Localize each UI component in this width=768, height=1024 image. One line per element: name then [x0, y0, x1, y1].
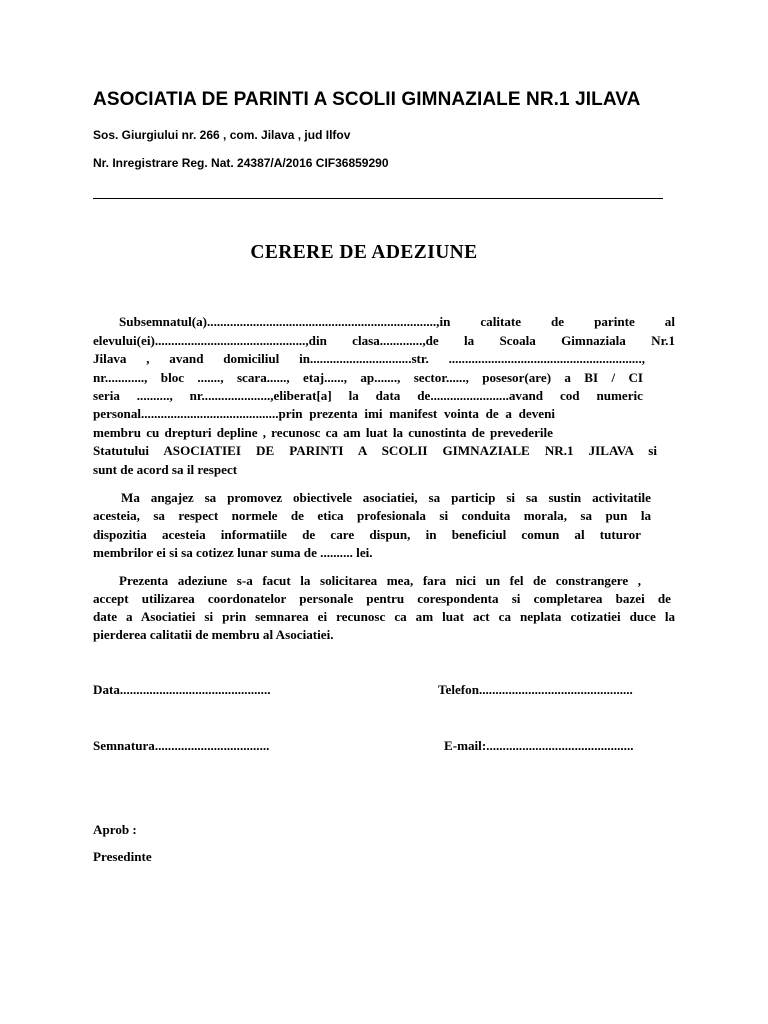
paragraph-line: membru cu drepturi depline , recunosc ca am luat la cunostinta de prevederile	[93, 425, 553, 440]
paragraph-line: seria .........., nr.....................,eliberat[a] la data de........................avand cod numeric	[93, 388, 643, 403]
document-title: CERERE DE ADEZIUNE	[250, 242, 478, 263]
email-field[interactable]: E-mail:.............................................	[444, 738, 634, 753]
signature-field[interactable]: Semnatura...................................	[93, 738, 270, 753]
president-label: Presedinte	[93, 849, 152, 864]
header-divider	[93, 198, 663, 199]
association-name: ASOCIATIA DE PARINTI A SCOLII GIMNAZIALE NR.1 JILAVA	[93, 89, 641, 110]
association-address: Sos. Giurgiului nr. 266 , com. Jilava , jud Ilfov	[93, 128, 351, 142]
paragraph-line: pierderea calitatii de membru al Asociatiei.	[93, 627, 334, 642]
paragraph-line: Prezenta adeziune s-a facut la solicitarea mea, fara nici un fel de constrangere ,	[119, 573, 641, 588]
approval-label: Aprob :	[93, 822, 137, 837]
paragraph-line: date a Asociatiei si prin semnarea ei recunosc ca am luat act ca neplata cotizatiei duce la	[93, 609, 675, 624]
paragraph-line: personal..........................................prin prezenta imi manifest vointa de a deveni	[93, 406, 555, 421]
paragraph-line: Ma angajez sa promovez obiectivele asociatiei, sa particip si sa sustin activitatile	[121, 490, 651, 505]
paragraph-line: Statutului ASOCIATIEI DE PARINTI A SCOLII GIMNAZIALE NR.1 JILAVA si	[93, 443, 657, 458]
paragraph-line: elevului(ei)..............................................,din clasa.............,de la Scoala Gimnaziala Nr.1	[93, 333, 675, 348]
date-field[interactable]: Data..............................................	[93, 682, 271, 697]
paragraph-line: nr............, bloc ......., scara......, etaj......, ap......., sector......, posesor(are) a BI / CI	[93, 370, 643, 385]
paragraph-line: acesteia, sa respect normele de etica profesionala si conduita morala, sa pun la	[93, 508, 651, 523]
paragraph-line: membrilor ei si sa cotizez lunar suma de .......... lei.	[93, 545, 373, 560]
paragraph-line: Jilava , avand domiciliul in...............................str. ...........................................................,	[93, 351, 645, 366]
paragraph-line: accept utilizarea coordonatelor personale pentru corespondenta si completarea bazei de	[93, 591, 671, 606]
paragraph-line: Subsemnatul(a)......................................................................,in calitate de parinte al	[119, 314, 675, 329]
paragraph-line: dispozitia acesteia informatiile de care dispun, in beneficiul comun al tuturor	[93, 527, 641, 542]
paragraph-line: sunt de acord sa il respect	[93, 462, 238, 477]
registration-number: Nr. Inregistrare Reg. Nat. 24387/A/2016 CIF36859290	[93, 156, 389, 170]
phone-field[interactable]: Telefon...............................................	[438, 682, 633, 697]
